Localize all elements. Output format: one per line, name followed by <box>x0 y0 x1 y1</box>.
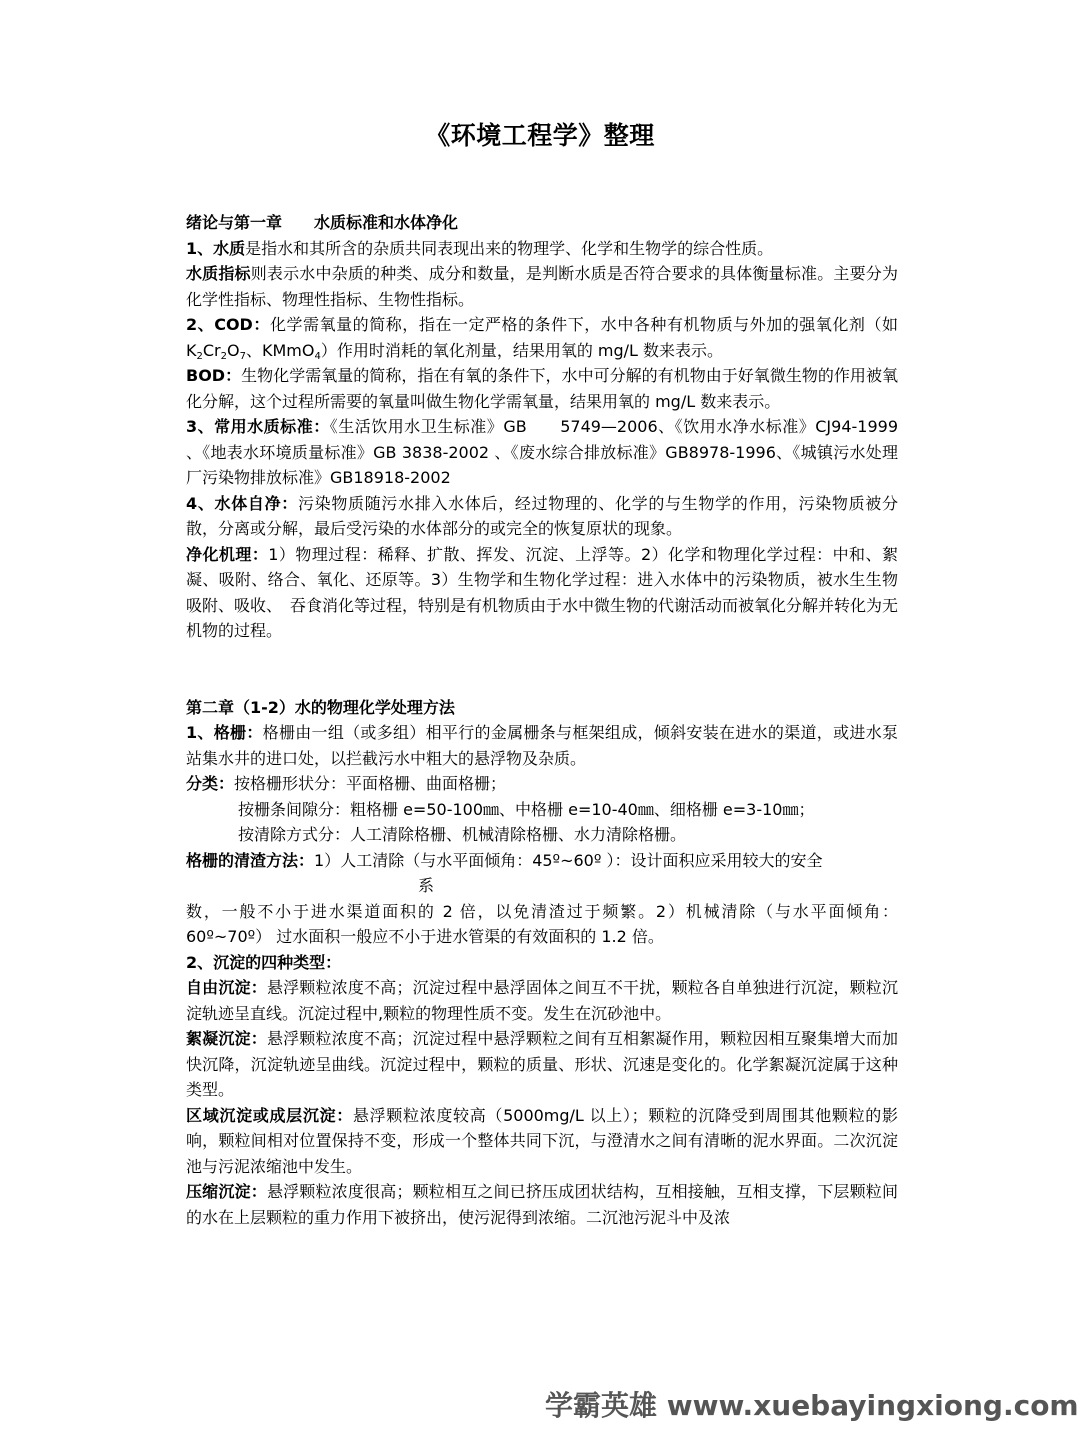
watermark-text: 学霸英雄 www.xuebayingxiong.com <box>545 1389 1079 1422</box>
term-label: 2、COD： <box>186 315 270 334</box>
term-label: 分类： <box>186 774 235 793</box>
term-label: 絮凝沉淀： <box>186 1029 267 1048</box>
paragraph-compression-settling <box>186 1179 898 1230</box>
term-label: 自由沉淀： <box>186 978 267 997</box>
paragraph-text: 1）人工清除（与水平面倾角：45º~60º ）：设计面积应采用较大的安全 <box>314 850 823 870</box>
paragraph-zone-settling <box>186 1103 898 1180</box>
chapter2-heading: 第二章（1-2）水的物理化学处理方法 <box>186 697 455 717</box>
paragraph-text: 格栅由一组（或多组）相平行的金属栅条与框架组成，倾斜安装在进水的渠道，或进水泵站集水井的进口处，以拦截污水中粗大的悬浮物及杂质。 <box>186 723 898 768</box>
term-label: 1、格栅： <box>186 723 263 742</box>
paragraph-classification <box>186 771 898 797</box>
paragraph-text: 悬浮颗粒浓度不高；沉淀过程中悬浮固体之间互不干扰，颗粒各自单独进行沉淀，颗粒沉淀轨迹呈直线。沉淀过程中,颗粒的物理性质不变。发生在沉砂池中。 <box>186 978 898 1023</box>
term-label: 4、水体自净： <box>186 493 298 513</box>
wrapped-char: 系 <box>418 876 435 895</box>
paragraph-grille <box>186 720 898 771</box>
sedimentation-heading: 2、沉淀的四种类型： <box>186 952 342 972</box>
paragraph-text: 悬浮颗粒浓度较高（5000mg/L 以上）；颗粒的沉降受到周围其他颗粒的影响，颗粒间相对位置保持不变，形成一个整体共同下沉，与澄清水之间有清晰的泥水界面。二次沉淀池与污泥浓缩池中发生。 <box>186 1105 898 1176</box>
paragraph-text: Cr <box>202 340 221 360</box>
paragraph-text: 生物化学需氧量的简称，指在有氧的条件下，水中可分解的有机物由于好氧微生物的作用被氧化分解，这个过程所需要的氧量叫做生物化学需氧量，结果用氧的 mg/L 数来表示。 <box>186 366 898 411</box>
paragraph-text: 化学需氧量的简称，指在一定严格的条件下，水中各种有机物质与外加的强氧化剂（如 K <box>186 315 898 360</box>
paragraph-water-quality <box>186 236 898 262</box>
classification-line: 按栅条间隙分：粗格栅 e=50-100㎜、中格栅 e=10-40㎜、细格栅 e=3-10㎜； <box>238 799 815 819</box>
paragraph-text: 《生活饮用水卫生标准》GB 5749—2006、《饮用水净水标准》CJ94-1999 、《地表水环境质量标准》GB 3838-2002 、《废水综合排放标准》GB8978-1996、《城镇污水处理厂污染物排放标准》GB18918-2002 <box>186 417 898 487</box>
document-body <box>186 210 898 1230</box>
term-label: BOD： <box>186 366 242 385</box>
subscript: 2 <box>220 350 227 362</box>
document-title: 《环境工程学》整理 <box>425 121 655 150</box>
paragraph-text: 按格栅形状分：平面格栅、曲面格栅； <box>234 774 507 793</box>
paragraph-text: 、KMmO <box>245 340 315 360</box>
paragraph-mechanism <box>186 542 898 644</box>
term-label: 区域沉淀或成层沉淀： <box>186 1105 353 1125</box>
section-spacer <box>186 644 898 670</box>
paragraph-cleaning-method <box>186 848 898 874</box>
subscript: 4 <box>314 350 321 362</box>
paragraph-self-purification <box>186 491 898 542</box>
paragraph-text: 1）物理过程：稀释、扩散、挥发、沉淀、上浮等。2）化学和物理化学过程：中和、絮凝、吸附、络合、氧化、还原等。3）生物学和生物化学过程：进入水体中的污染物质，被水生生物吸附、吸收、 吞食消化等过程，特别是有机物质由于水中微生物的代谢活动而被氧化分解并转化为无机物的过程。 <box>186 544 899 640</box>
paragraph-text: 是指水和其所含的杂质共同表现出来的物理学、化学和生物学的综合性质。 <box>245 238 774 258</box>
paragraph-text: ）作用时消耗的氧化剂量，结果用氧的 mg/L 数来表示。 <box>320 340 724 360</box>
paragraph-free-settling <box>186 975 898 1026</box>
paragraph-text: 悬浮颗粒浓度不高；沉淀过程中悬浮颗粒之间有互相絮凝作用，颗粒因相互聚集增大而加快沉降，沉淀轨迹呈曲线。沉淀过程中，颗粒的质量、形状、沉速是变化的。化学絮凝沉淀属于这种类型。 <box>186 1029 898 1099</box>
term-label: 压缩沉淀： <box>186 1182 267 1201</box>
term-label: 格栅的清渣方法： <box>186 850 315 870</box>
paragraph-text: 污染物质随污水排入水体后，经过物理的、化学的与生物学的作用，污染物质被分散，分离或分解，最后受污染的水体部分的或完全的恢复原状的现象。 <box>186 493 898 538</box>
term-label: 1、水质 <box>186 238 246 258</box>
classification-line: 按清除方式分：人工清除格栅、机械清除格栅、水力清除格栅。 <box>238 825 687 844</box>
paragraph-cod <box>186 312 898 363</box>
subscript: 2 <box>196 350 203 362</box>
term-label: 3、常用水质标准： <box>186 417 330 436</box>
paragraph-standards <box>186 414 898 491</box>
subscript: 7 <box>239 350 246 362</box>
paragraph-flocculent-settling <box>186 1026 898 1103</box>
paragraph-text: 则表示水中杂质的种类、成分和数量，是判断水质是否符合要求的具体衡量标准。主要分为化学性指标、物理性指标、生物性指标。 <box>186 264 898 309</box>
paragraph-quality-index <box>186 261 898 312</box>
paragraph-text: 悬浮颗粒浓度很高；颗粒相互之间已挤压成团状结构，互相接触，互相支撑，下层颗粒间的水在上层颗粒的重力作用下被挤出，使污泥得到浓缩。二沉池污泥斗中及浓 <box>186 1182 898 1227</box>
paragraph-text: O <box>227 340 240 360</box>
term-label: 净化机理： <box>186 544 269 564</box>
term-label: 水质指标 <box>186 264 251 283</box>
paragraph-bod <box>186 363 898 414</box>
section-spacer <box>186 669 898 695</box>
paragraph-text: 数，一般不小于进水渠道面积的 2 倍，以免清渣过于频繁。2）机械清除（与水平面倾角：60º~70º） 过水面积一般应不小于进水管渠的有效面积的 1.2 倍。 <box>186 901 898 946</box>
chapter1-heading: 绪论与第一章 水质标准和水体净化 <box>186 213 459 232</box>
